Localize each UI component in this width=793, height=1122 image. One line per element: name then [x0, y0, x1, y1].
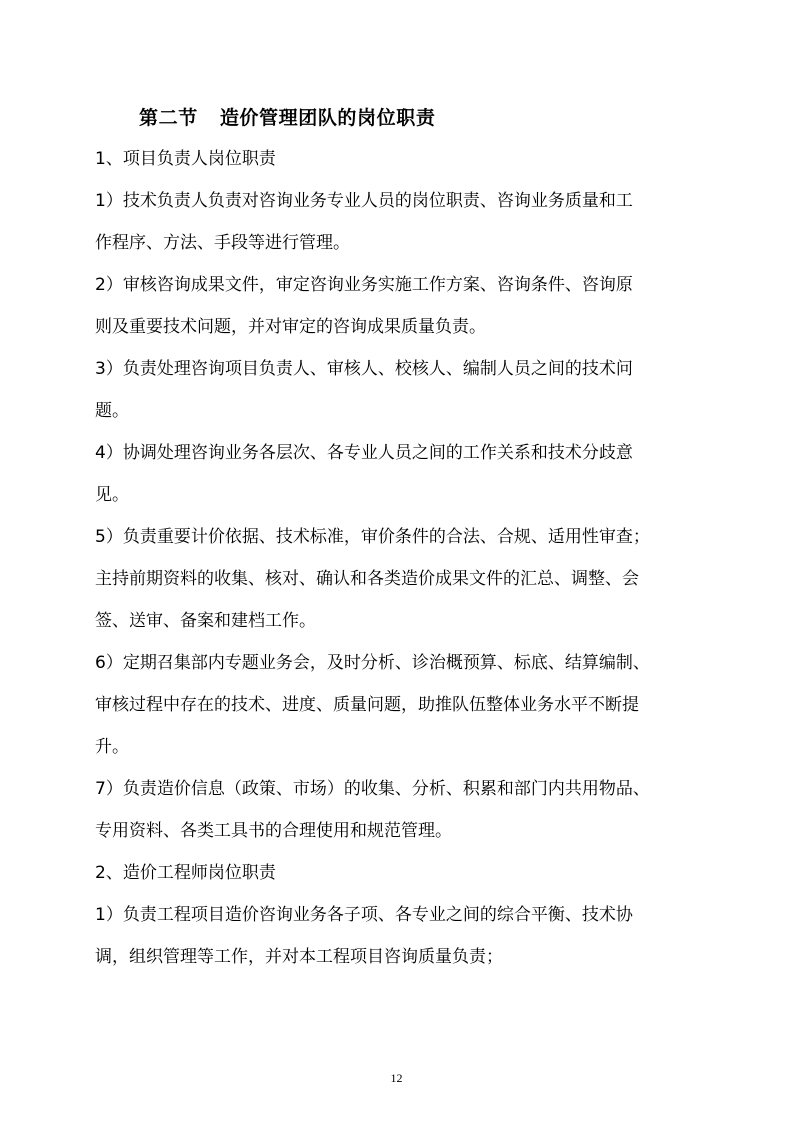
section-heading	[139, 103, 435, 130]
text-line: 3）负责处理咨询项目负责人、审核人、校核人、编制人员之间的技术问	[95, 359, 633, 379]
text-line: 1）负责工程项目造价咨询业务各子项、各专业之间的综合平衡、技术协	[95, 905, 633, 925]
text-line: 题。	[95, 401, 129, 421]
text-line: 升。	[95, 737, 129, 757]
text-line: 5）负责重要计价依据、技术标准，审价条件的合法、合规、适用性审查；	[95, 527, 650, 547]
page-number: 12	[390, 1071, 403, 1085]
text-line: 签、送审、备案和建档工作。	[95, 611, 316, 631]
text-line: 4）协调处理咨询业务各层次、各专业人员之间的工作关系和技术分歧意	[95, 443, 633, 463]
subheading-cost-engineer: 2、造价工程师岗位职责	[95, 863, 276, 883]
text-line: 调，组织管理等工作，并对本工程项目咨询质量负责；	[95, 947, 503, 967]
text-line: 见。	[95, 485, 129, 505]
section-number: 第二节	[139, 107, 198, 129]
text-line: 7）负责造价信息（政策、市场）的收集、分析、积累和部门内共用物品、	[95, 779, 650, 799]
text-line: 1）技术负责人负责对咨询业务专业人员的岗位职责、咨询业务质量和工	[95, 191, 633, 211]
text-line: 专用资料、各类工具书的合理使用和规范管理。	[95, 821, 452, 841]
text-line: 2）审核咨询成果文件，审定咨询业务实施工作方案、咨询条件、咨询原	[95, 275, 633, 295]
text-line: 作程序、方法、手段等进行管理。	[95, 233, 350, 253]
text-line: 主持前期资料的收集、核对、确认和各类造价成果文件的汇总、调整、会	[95, 569, 639, 589]
subheading-project-manager: 1、项目负责人岗位职责	[95, 149, 276, 169]
text-line: 6）定期召集部内专题业务会，及时分析、诊治概预算、标底、结算编制、	[95, 653, 650, 673]
text-line: 审核过程中存在的技术、进度、质量问题，助推队伍整体业务水平不断提	[95, 695, 639, 715]
text-line: 则及重要技术问题，并对审定的咨询成果质量负责。	[95, 317, 486, 337]
section-title: 造价管理团队的岗位职责	[219, 107, 436, 129]
